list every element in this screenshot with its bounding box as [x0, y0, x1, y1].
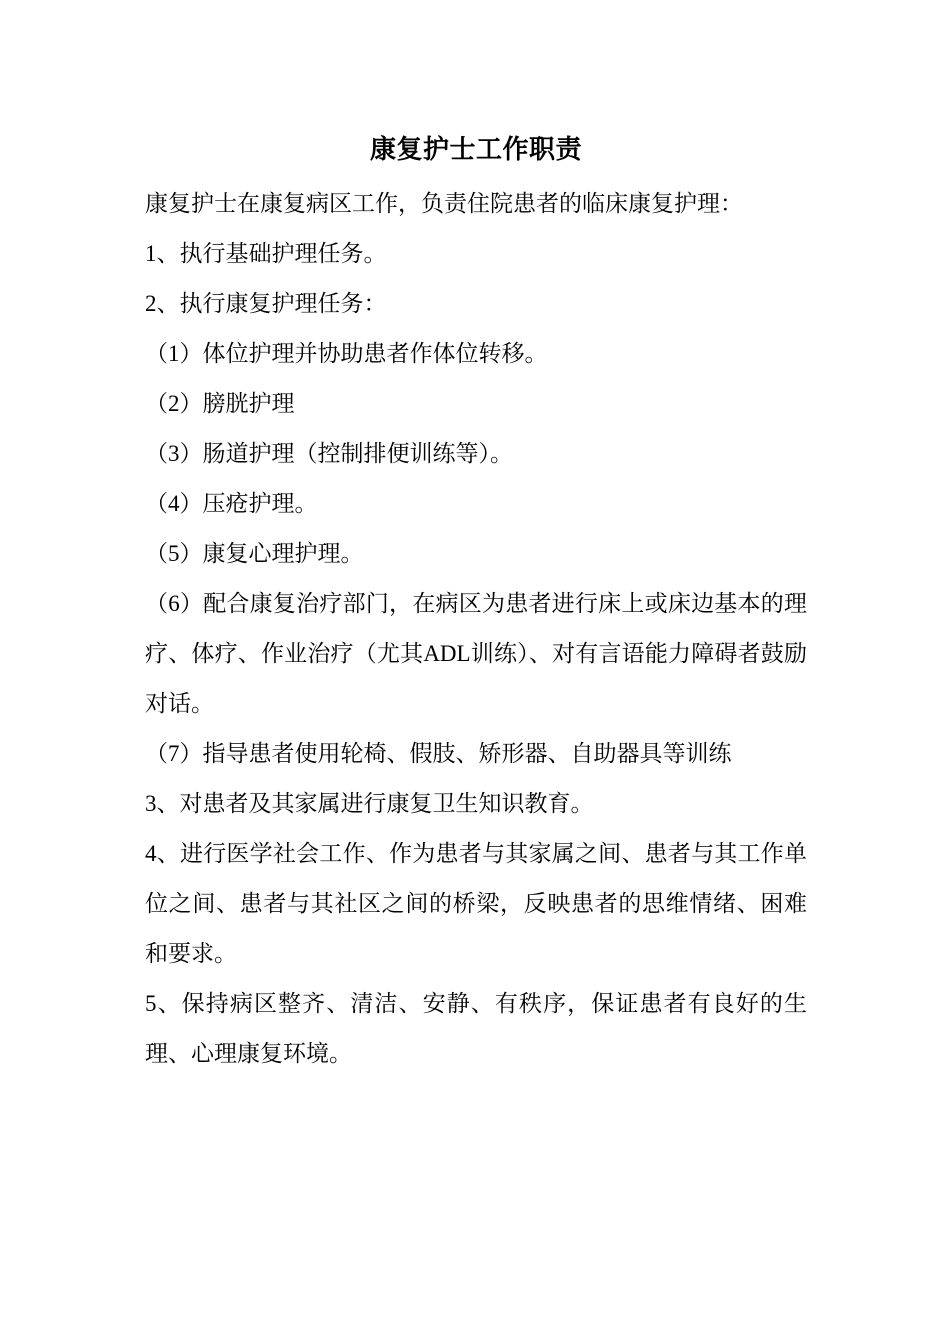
- duty-subitem-6: （6）配合康复治疗部门，在病区为患者进行床上或床边基本的理疗、体疗、作业治疗（尤其ADL训练）、对有言语能力障碍者鼓励对话。: [145, 591, 807, 716]
- document-title: 康复护士工作职责: [369, 135, 582, 164]
- duty-subitem-3: （3）肠道护理（控制排便训练等）。: [145, 441, 513, 466]
- duty-subitem-2: （2）膀胱护理: [145, 391, 295, 416]
- duty-subitem-1: （1）体位护理并协助患者作体位转移。: [145, 341, 548, 366]
- duty-item-3: 3、对患者及其家属进行康复卫生知识教育。: [145, 791, 594, 816]
- duty-subitem-4: （4）压疮护理。: [145, 491, 318, 516]
- duty-item-5: 5、保持病区整齐、清洁、安静、有秩序，保证患者有良好的生理、心理康复环境。: [145, 991, 807, 1066]
- duty-item-2: 2、执行康复护理任务：: [145, 291, 387, 316]
- duty-item-4: 4、进行医学社会工作、作为患者与其家属之间、患者与其工作单位之间、患者与其社区之间的桥梁，反映患者的思维情绪、困难和要求。: [145, 841, 807, 966]
- duty-item-1: 1、执行基础护理任务。: [145, 241, 387, 266]
- duty-subitem-5: （5）康复心理护理。: [145, 541, 364, 566]
- document-body: [145, 128, 807, 1079]
- duty-subitem-7: （7）指导患者使用轮椅、假肢、矫形器、自助器具等训练: [145, 741, 732, 766]
- intro-paragraph: 康复护士在康复病区工作，负责住院患者的临床康复护理：: [145, 191, 743, 216]
